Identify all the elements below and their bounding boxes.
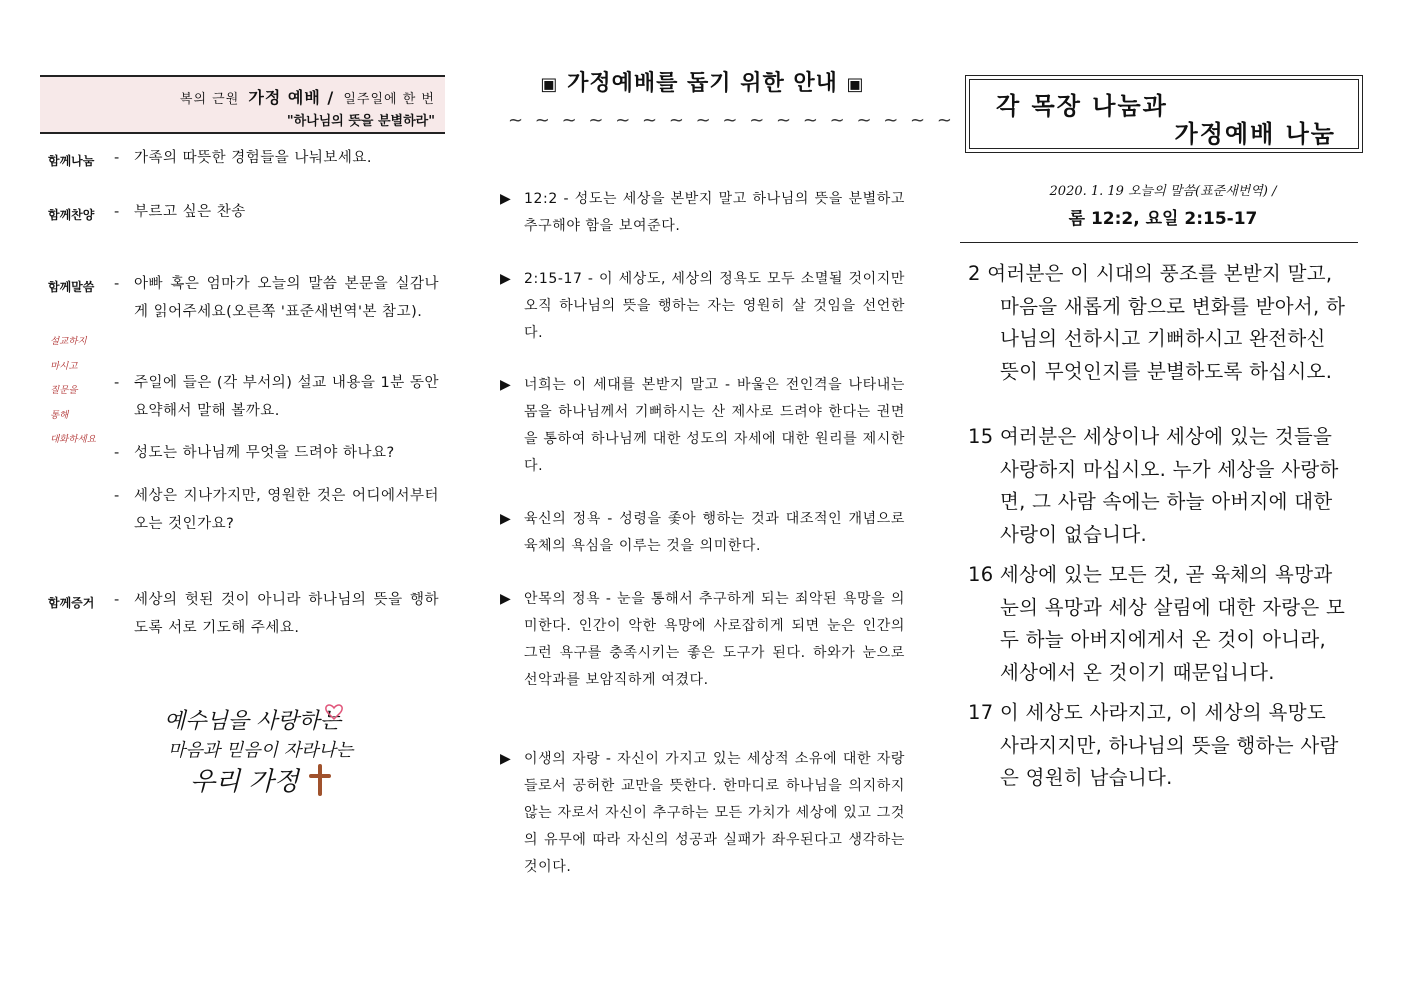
- dash: -: [114, 592, 120, 608]
- section-text-witness: [114, 586, 439, 642]
- triangle-right-icon: ▶: [500, 591, 512, 607]
- sharing-text: 가족의 따뜻한 경험들을 나눠보세요.: [134, 150, 373, 166]
- verse-number: 16: [968, 563, 994, 586]
- side-note: [50, 330, 100, 453]
- verse-text: [968, 559, 1350, 689]
- cross-icon: [311, 766, 329, 794]
- verse-text: [968, 697, 1350, 795]
- guide-bullet-6: [500, 746, 905, 881]
- word-item-text: 아빠 혹은 엄마가 오늘의 말씀 본문을 실감나게 읽어주세요(오른쪽 '표준새번역'본 참고).: [134, 276, 439, 320]
- section-text-sharing: [114, 144, 439, 172]
- guide-bullet-text: 안목의 정욕 - 눈을 통해서 추구하게 되는 죄악된 욕망을 의미한다. 인간이 악한 욕망에 사로잡히게 되면 눈은 인간의 그런 욕구를 충족시키는 좋은 도구가 된다. 하와가 눈으로 선악과를 보암직하게 여겼다.: [524, 591, 905, 688]
- triangle-right-icon: ▶: [500, 271, 512, 287]
- right-title-line1: 각 목장 나눔과: [996, 92, 1168, 120]
- middle-title: [510, 66, 895, 97]
- divider: [960, 242, 1358, 243]
- square-marker-icon: ▣: [540, 74, 559, 95]
- guide-bullet-text: 육신의 정욕 - 성령을 좇아 행하는 것과 대조적인 개념으로 육체의 욕심을 이루는 것을 의미한다.: [524, 511, 905, 554]
- logo-line3: 우리 가정: [190, 767, 299, 797]
- guide-bullet-text: 너희는 이 세대를 본받지 말고 - 바울은 전인격을 나타내는 몸을 하나님께서 기뻐하시는 산 제사로 드려야 한다는 권면을 통하여 하나님께 대한 성도의 자세에 대한 원리를 제시한다.: [524, 377, 905, 474]
- tilde-divider: ~ ~ ~ ~ ~ ~ ~ ~ ~ ~ ~ ~ ~ ~ ~ ~ ~: [508, 110, 955, 131]
- dash: -: [114, 488, 120, 504]
- section-label-sharing: 함께나눔: [48, 154, 95, 168]
- guide-bullet-5: [500, 586, 905, 694]
- praise-text: 부르고 싶은 찬송: [134, 204, 246, 220]
- section-text-praise: [114, 198, 439, 226]
- verse-text: [968, 258, 1350, 388]
- guide-bullet-3: [500, 372, 905, 480]
- guide-bullet-2: [500, 266, 905, 347]
- word-item-4: [114, 482, 439, 538]
- header-prefix: 복의 근원: [179, 92, 240, 107]
- guide-bullet-4: [500, 506, 905, 560]
- header-suffix: 일주일에 한 번: [343, 92, 435, 107]
- right-title-line2: 가정예배 나눔: [1174, 120, 1336, 148]
- word-item-3: [114, 439, 439, 467]
- left-header-banner: [40, 75, 445, 134]
- verse-17: [968, 697, 1350, 795]
- word-item-2: [114, 369, 439, 425]
- verse-15: [968, 421, 1350, 551]
- guide-bullet-text: 12:2 - 성도는 세상을 본받지 말고 하나님의 뜻을 분별하고 추구해야 함을 보여준다.: [524, 191, 905, 234]
- section-label-praise: 함께찬양: [48, 208, 95, 222]
- dash: -: [114, 204, 120, 220]
- dash: -: [114, 150, 120, 166]
- right-title-box: [965, 75, 1363, 153]
- square-marker-icon: ▣: [846, 74, 865, 95]
- triangle-right-icon: ▶: [500, 191, 512, 207]
- dash: -: [114, 445, 120, 461]
- word-item-text: 세상은 지나가지만, 영원한 것은 어디에서부터 오는 것인가요?: [134, 488, 439, 532]
- reference-passage: 롬 12:2, 요일 2:15-17: [1068, 209, 1258, 229]
- side-note-line: 대화하세요: [50, 434, 96, 445]
- verse-number: 2: [968, 262, 981, 285]
- verse-number: 15: [968, 425, 994, 448]
- verse-body: 여러분은 세상이나 세상에 있는 것들을 사랑하지 마십시오. 누가 세상을 사랑하면, 그 사람 속에는 하늘 아버지에 대한 사랑이 없습니다.: [999, 425, 1339, 546]
- title-box-inner-border: [969, 79, 1359, 149]
- side-note-line: 질문을: [50, 385, 78, 396]
- witness-text: 세상의 헛된 것이 아니라 하나님의 뜻을 행하도록 서로 기도해 주세요.: [134, 592, 439, 636]
- dash: -: [114, 276, 120, 292]
- guide-bullet-text: 이생의 자랑 - 자신이 가지고 있는 세상적 소유에 대한 자랑들로서 공허한 교만을 뜻한다. 한마디로 하나님을 의지하지 않는 자로서 자신이 추구하는 모든 가치가 세상에 있고 그것의 유무에 따라 자신의 성공과 실패가 좌우된다고 생각하는 것이다.: [524, 751, 905, 875]
- middle-title-text: 가정예배를 돕기 위한 안내: [567, 71, 838, 96]
- word-item-text: 성도는 하나님께 무엇을 드려야 하나요?: [134, 445, 395, 461]
- header-title-line: [180, 85, 435, 108]
- word-item-text: 주일에 들은 (각 부서의) 설교 내용을 1분 동안 요약해서 말해 볼까요.: [134, 375, 439, 419]
- word-item-1: [114, 270, 439, 326]
- triangle-right-icon: ▶: [500, 511, 512, 527]
- header-subtitle: "하나님의 뜻을 분별하라": [286, 114, 435, 129]
- section-label-word: 함께말씀: [48, 280, 95, 294]
- family-calligraphy-logo: [160, 692, 360, 802]
- side-note-line: 통해: [50, 409, 69, 421]
- triangle-right-icon: ▶: [500, 377, 512, 393]
- verse-number: 17: [968, 701, 994, 724]
- verse-text: [968, 421, 1350, 551]
- side-note-line: 마시고: [50, 360, 78, 372]
- triangle-right-icon: ▶: [500, 751, 512, 767]
- side-note-line: 설교하지: [50, 336, 87, 347]
- verse-2: [968, 258, 1350, 388]
- guide-bullet-1: [500, 186, 905, 240]
- reference-date: 2020. 1. 19 오늘의 말씀(표준새번역) /: [1049, 184, 1277, 199]
- section-label-witness: 함께증거: [48, 596, 95, 610]
- logo-line1: 예수님을 사랑하는: [164, 709, 342, 734]
- guide-bullet-text: 2:15-17 - 이 세상도, 세상의 정욕도 모두 소멸될 것이지만 오직 하나님의 뜻을 행하는 자는 영원히 살 것임을 선언한다.: [524, 271, 905, 341]
- header-title: 가정 예배 /: [248, 88, 335, 107]
- verse-body: 여러분은 이 시대의 풍조를 본받지 말고, 마음을 새롭게 함으로 변화를 받아서, 하나님의 선하시고 기뻐하시고 완전하신 뜻이 무엇인지를 분별하도록 하십시오.: [987, 262, 1346, 383]
- verse-body: 세상에 있는 모든 것, 곧 육체의 욕망과 눈의 욕망과 세상 살림에 대한 자랑은 모두 하늘 아버지에게서 온 것이 아니라, 세상에서 온 것이기 때문입니다.: [999, 563, 1346, 684]
- verse-body: 이 세상도 사라지고, 이 세상의 욕망도 사라지지만, 하나님의 뜻을 행하는 사람은 영원히 남습니다.: [999, 701, 1339, 789]
- dash: -: [114, 375, 120, 391]
- verse-16: [968, 559, 1350, 689]
- logo-line2: 마음과 믿음이 자라나는: [168, 740, 354, 761]
